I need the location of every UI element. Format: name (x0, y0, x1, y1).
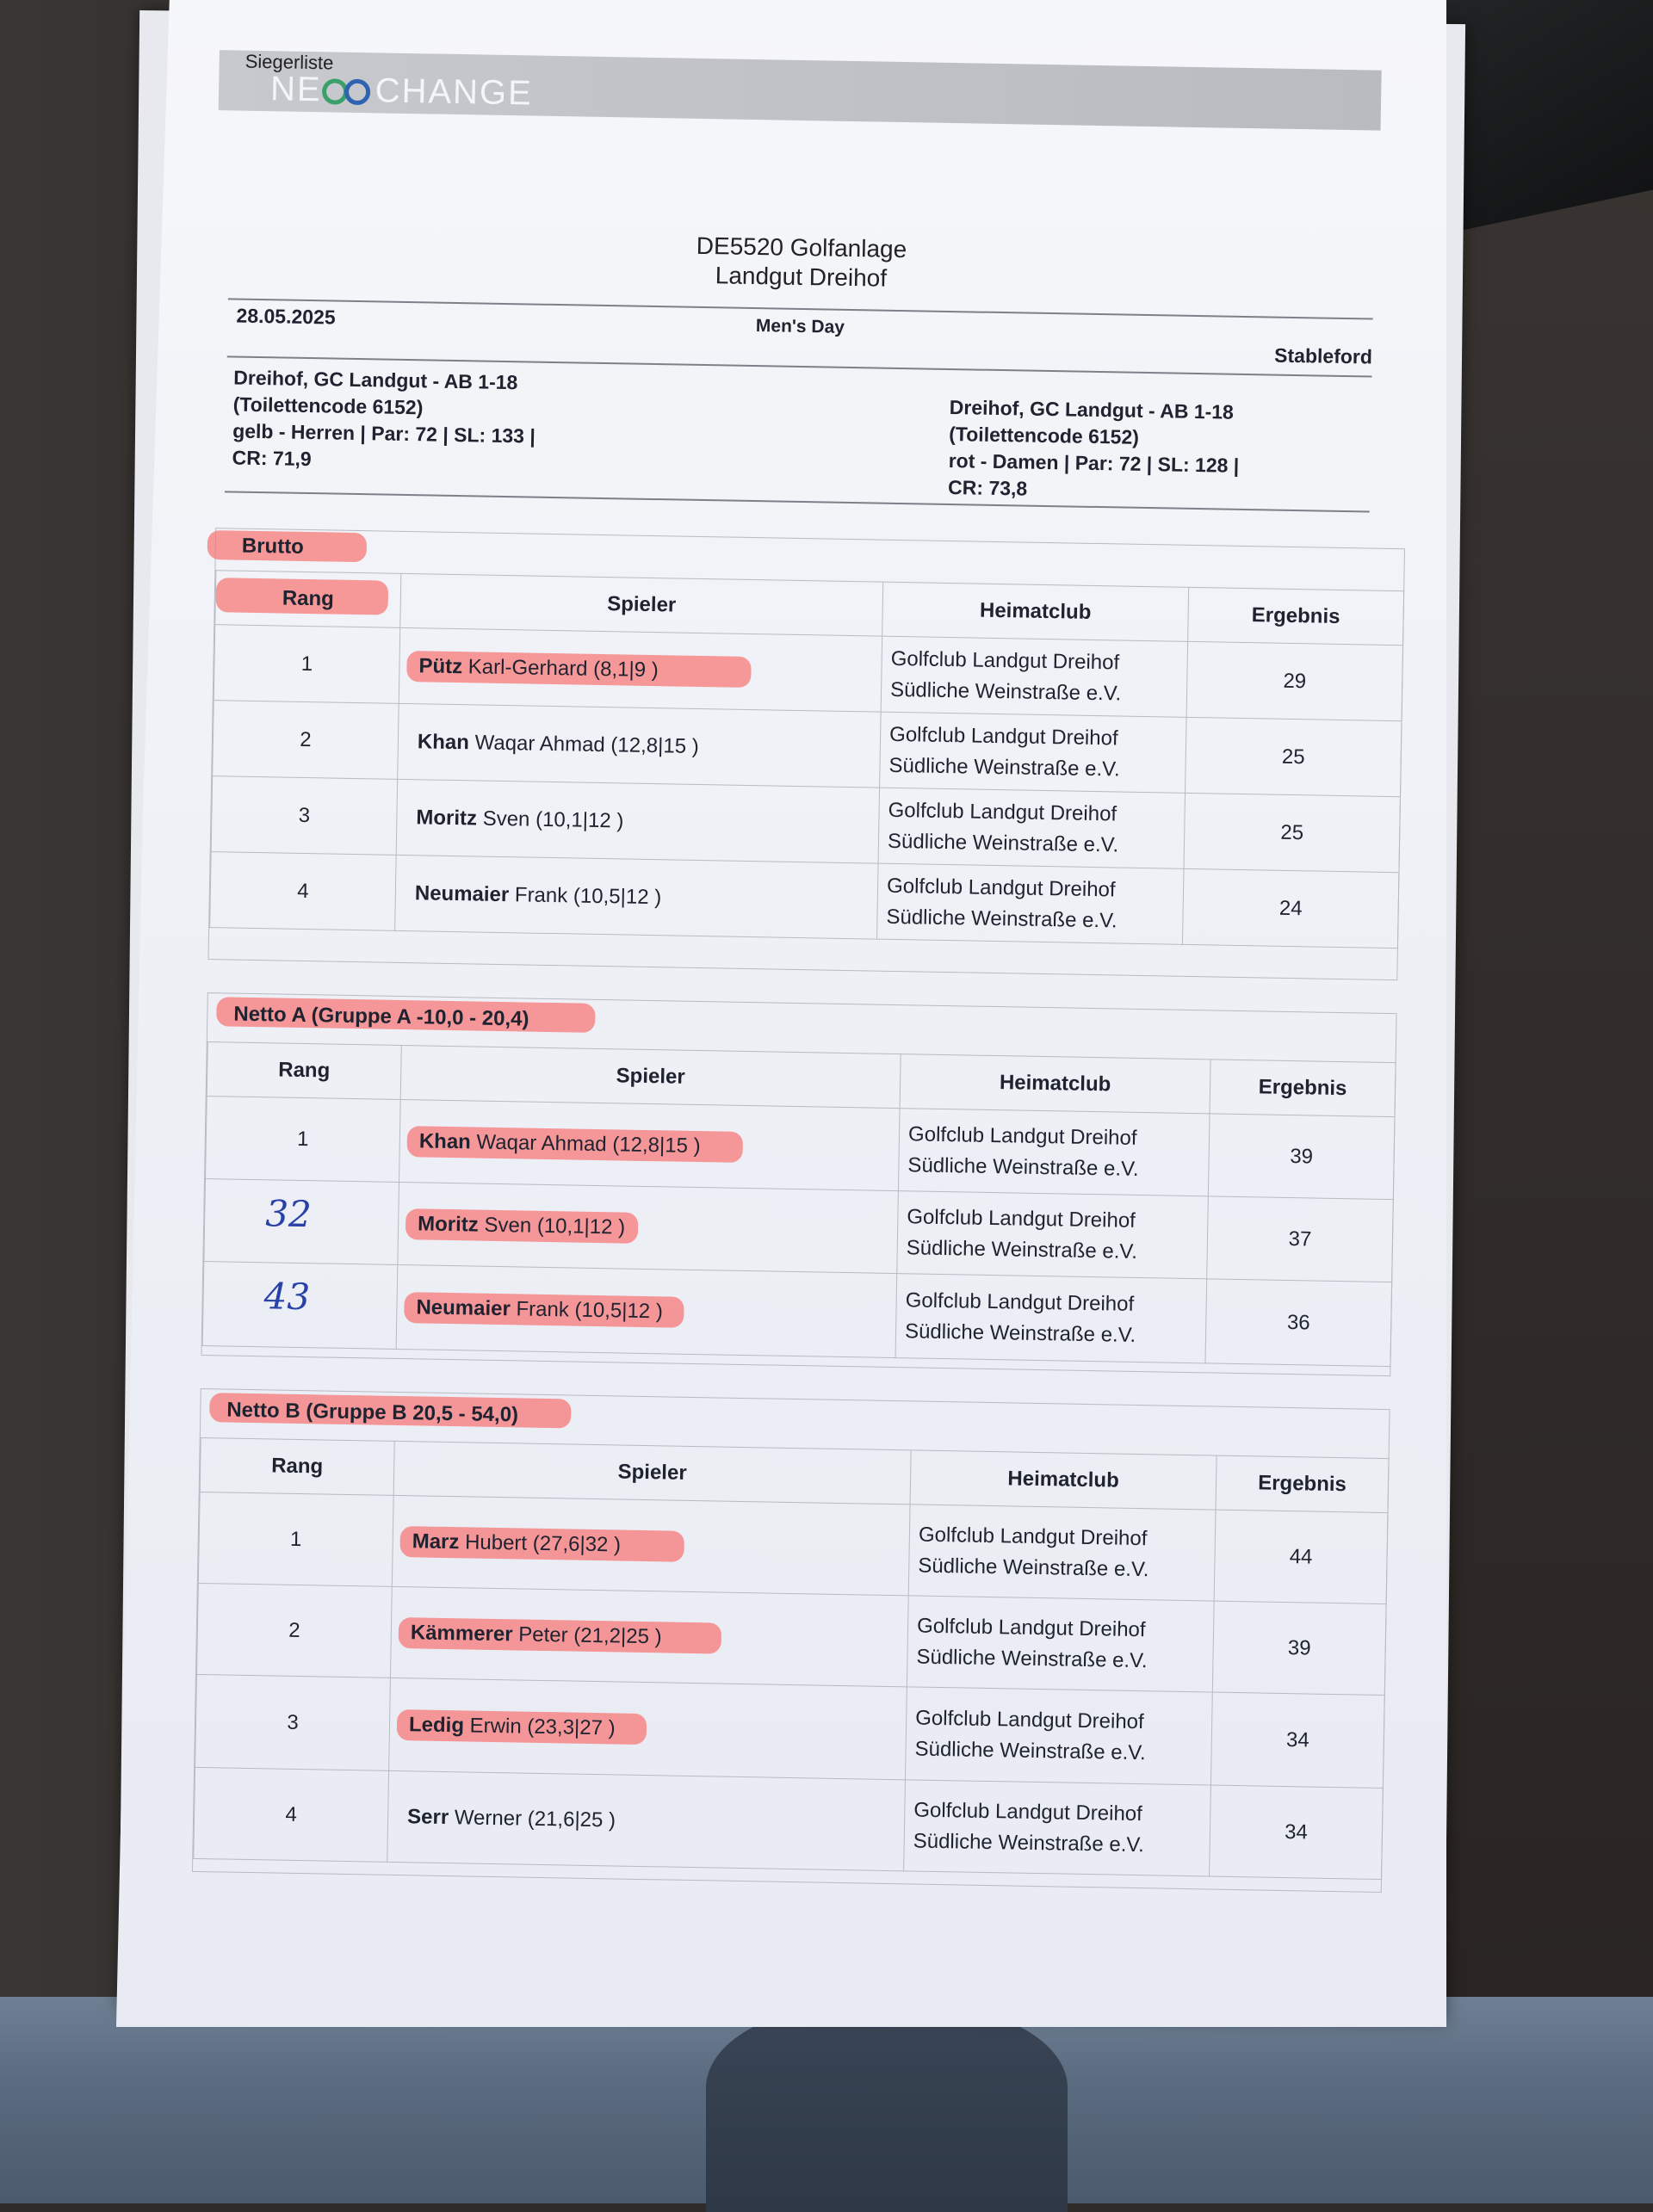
player-first-name: Erwin (469, 1714, 522, 1739)
netto-b-table (193, 1437, 1389, 1880)
club-cell (878, 788, 1185, 868)
player-name (407, 1805, 616, 1832)
club-line-2: Südliche Weinstraße e.V. (888, 753, 1120, 782)
col-club: Heimatclub (882, 582, 1189, 641)
club-line-2: Südliche Weinstraße e.V. (886, 905, 1117, 932)
course-line: Dreihof, GC Landgut - AB 1-18 (949, 395, 1235, 423)
club-cell (880, 712, 1186, 793)
rank-cell (206, 1097, 401, 1183)
player-cell (396, 1264, 897, 1357)
club-line-2: Südliche Weinstraße e.V. (889, 677, 1122, 706)
player-handicap: (23,3|27 ) (527, 1715, 616, 1739)
col-rank: Rang (200, 1437, 394, 1495)
club-cell (877, 863, 1184, 944)
rank-cell (194, 1767, 389, 1862)
scoring-mode: Stableford (1273, 343, 1373, 368)
rank-cell (210, 852, 397, 931)
player-first-name: Sven (482, 806, 530, 831)
section-brutto (207, 528, 1405, 980)
col-player: Spieler (393, 1441, 911, 1504)
col-rank: Rang (207, 1042, 401, 1100)
section-netto-b (192, 1388, 1390, 1893)
player-last-name: Pütz (418, 653, 463, 678)
result-cell: 25 (1186, 717, 1402, 796)
player-cell (398, 703, 881, 788)
rank-value: 4 (285, 1802, 298, 1826)
club-line-1: Golfclub Landgut Dreihof (916, 1614, 1146, 1641)
club-cell (908, 1505, 1216, 1601)
player-cell (395, 855, 878, 939)
club-cell (881, 636, 1187, 717)
rank-cell (196, 1583, 392, 1678)
logo-text-left: NE (269, 70, 323, 109)
rank-value: 1 (296, 1127, 309, 1151)
result-cell: 24 (1182, 868, 1398, 948)
col-club: Heimatclub (900, 1054, 1210, 1114)
brand-logo (270, 70, 533, 113)
club-line-1: Golfclub Landgut Dreihof (918, 1523, 1148, 1550)
result-cell: 34 (1210, 1692, 1384, 1788)
player-cell (398, 1182, 899, 1273)
player-last-name: Neumaier (414, 880, 510, 906)
club-cell (897, 1191, 1209, 1279)
player-handicap: (21,2|25 ) (573, 1623, 662, 1648)
club-line-2: Südliche Weinstraße e.V. (918, 1554, 1149, 1581)
player-last-name: Moritz (416, 805, 478, 830)
player-first-name: Werner (454, 1805, 523, 1831)
club-line-2: Südliche Weinstraße e.V. (916, 1645, 1148, 1672)
club-line-1: Golfclub Landgut Dreihof (905, 1288, 1135, 1316)
club-cell (907, 1596, 1214, 1692)
player-name (416, 1295, 663, 1323)
club-line-2: Südliche Weinstraße e.V. (907, 1152, 1139, 1181)
rank-value: 1 (289, 1527, 302, 1551)
player-handicap: (8,1|9 ) (592, 657, 659, 682)
club-line-1: Golfclub Landgut Dreihof (888, 798, 1117, 825)
club-cell (895, 1274, 1207, 1363)
player-name (416, 806, 623, 832)
player-first-name: Karl-Gerhard (467, 654, 588, 681)
venue-line-1: DE5520 Golfanlage (696, 232, 907, 263)
club-cell (905, 1687, 1212, 1785)
club-line-1: Golfclub Landgut Dreihof (890, 646, 1120, 674)
rank-cell (195, 1674, 391, 1770)
col-player: Spieler (400, 1045, 901, 1108)
result-cell: 29 (1186, 641, 1402, 720)
player-first-name: Frank (514, 882, 568, 907)
brutto-table (209, 570, 1404, 948)
player-handicap: (10,1|12 ) (535, 807, 624, 832)
player-handicap: (27,6|32 ) (532, 1531, 622, 1557)
result-cell: 44 (1214, 1510, 1388, 1603)
player-first-name: Waqar Ahmad (474, 730, 606, 757)
player-last-name: Khan (418, 1128, 472, 1153)
player-cell (392, 1495, 910, 1595)
course-line: rot - Damen | Par: 72 | SL: 128 | (948, 448, 1240, 477)
course-line: (Toilettencode 6152) (232, 392, 424, 419)
club-line-2: Südliche Weinstraße e.V. (887, 829, 1119, 856)
player-name (412, 1529, 621, 1556)
result-cell: 34 (1210, 1785, 1384, 1879)
course-line: (Toilettencode 6152) (949, 422, 1140, 448)
player-cell (390, 1586, 908, 1686)
col-result: Ergebnis (1188, 587, 1404, 645)
club-line-2: Südliche Weinstraße e.V. (914, 1737, 1146, 1764)
result-cell: 39 (1208, 1114, 1395, 1200)
desk-edge (1429, 0, 1653, 2005)
player-last-name: Khan (417, 729, 470, 754)
player-first-name: Peter (518, 1622, 568, 1647)
player-cell (396, 779, 879, 863)
course-line: Dreihof, GC Landgut - AB 1-18 (233, 366, 518, 394)
handwritten-rank: 43 (263, 1275, 311, 1319)
club-line-1: Golfclub Landgut Dreihof (886, 874, 1116, 901)
player-name (419, 1129, 701, 1158)
player-first-name: Frank (516, 1296, 570, 1321)
club-cell (904, 1780, 1211, 1876)
section-title: Brutto (241, 534, 305, 559)
section-title: Netto B (Gruppe B 20,5 - 54,0) (226, 1398, 519, 1427)
col-rank (215, 571, 401, 628)
rank-cell (214, 625, 400, 704)
result-cell: 39 (1212, 1601, 1386, 1695)
rank-value: 2 (300, 727, 312, 751)
player-handicap: (12,8|15 ) (610, 732, 699, 758)
rank-cell (211, 776, 398, 856)
event-name: Men's Day (755, 316, 845, 337)
club-line-1: Golfclub Landgut Dreihof (907, 1121, 1137, 1150)
player-handicap: (10,1|12 ) (536, 1214, 626, 1239)
player-name (409, 1713, 616, 1739)
col-club: Heimatclub (910, 1450, 1217, 1510)
club-line-2: Südliche Weinstraße e.V. (906, 1235, 1138, 1264)
rank-value: 1 (300, 652, 313, 676)
player-name (418, 730, 699, 758)
course-line: CR: 71,9 (232, 446, 312, 471)
logo-text-right: CHANGE (375, 71, 534, 113)
club-line-1: Golfclub Landgut Dreihof (915, 1706, 1144, 1733)
rank-value: 4 (296, 879, 309, 903)
player-last-name: Kämmerer (410, 1620, 513, 1646)
logo-loop-icon (321, 79, 375, 106)
club-line-1: Golfclub Landgut Dreihof (907, 1204, 1136, 1233)
result-cell: 36 (1205, 1279, 1392, 1367)
player-cell (389, 1678, 907, 1779)
col-rank-label: Rang (282, 586, 335, 611)
player-last-name: Marz (412, 1529, 460, 1554)
player-name (418, 1212, 625, 1239)
result-cell: 25 (1184, 793, 1400, 872)
player-name (415, 881, 662, 909)
results-document (149, 40, 1429, 1912)
player-handicap: (12,8|15 ) (612, 1132, 701, 1158)
event-date: 28.05.2025 (236, 304, 336, 329)
club-line-1: Golfclub Landgut Dreihof (913, 1798, 1143, 1826)
table-row (194, 1767, 1384, 1879)
section-title: Netto A (Gruppe A -10,0 - 20,4) (233, 1002, 529, 1031)
venue-line-2: Landgut Dreihof (715, 262, 888, 292)
col-result: Ergebnis (1216, 1455, 1389, 1512)
club-line-2: Südliche Weinstraße e.V. (904, 1319, 1136, 1347)
player-last-name: Moritz (417, 1211, 480, 1237)
player-cell (399, 1099, 901, 1190)
player-last-name: Ledig (408, 1712, 465, 1737)
rank-cell (202, 1262, 398, 1350)
player-handicap: (21,6|25 ) (527, 1807, 616, 1832)
player-first-name: Waqar Ahmad (476, 1130, 607, 1156)
rank-cell (213, 701, 399, 780)
player-first-name: Sven (484, 1213, 532, 1238)
rank-value: 3 (298, 803, 311, 827)
course-info-damen (948, 394, 1320, 507)
club-cell (898, 1109, 1210, 1196)
club-line-1: Golfclub Landgut Dreihof (888, 722, 1118, 750)
course-line: gelb - Herren | Par: 72 | SL: 133 | (232, 419, 536, 448)
player-first-name: Hubert (464, 1529, 528, 1555)
player-cell (387, 1770, 906, 1870)
result-cell: 37 (1207, 1196, 1394, 1282)
rank-cell (198, 1492, 393, 1586)
player-name (418, 654, 659, 682)
course-info-herren (232, 364, 604, 477)
player-handicap: (10,5|12 ) (573, 883, 662, 909)
player-last-name: Serr (406, 1804, 449, 1829)
handwritten-rank: 32 (264, 1192, 313, 1236)
section-netto-a (201, 992, 1396, 1376)
col-result: Ergebnis (1210, 1060, 1396, 1117)
player-last-name: Neumaier (416, 1294, 511, 1320)
player-name (411, 1621, 662, 1648)
player-handicap: (10,5|12 ) (574, 1298, 664, 1323)
course-line: CR: 73,8 (947, 475, 1028, 500)
club-line-2: Südliche Weinstraße e.V. (913, 1829, 1145, 1857)
header-banner (219, 50, 1382, 131)
rank-value: 3 (287, 1710, 299, 1734)
lap-shadow (706, 2005, 1068, 2212)
col-player: Spieler (400, 573, 883, 636)
rank-value: 2 (288, 1618, 300, 1642)
banner-tag: Siegerliste (245, 50, 334, 74)
netto-a-table (202, 1041, 1396, 1367)
player-cell (399, 627, 882, 712)
rank-cell (204, 1179, 399, 1265)
